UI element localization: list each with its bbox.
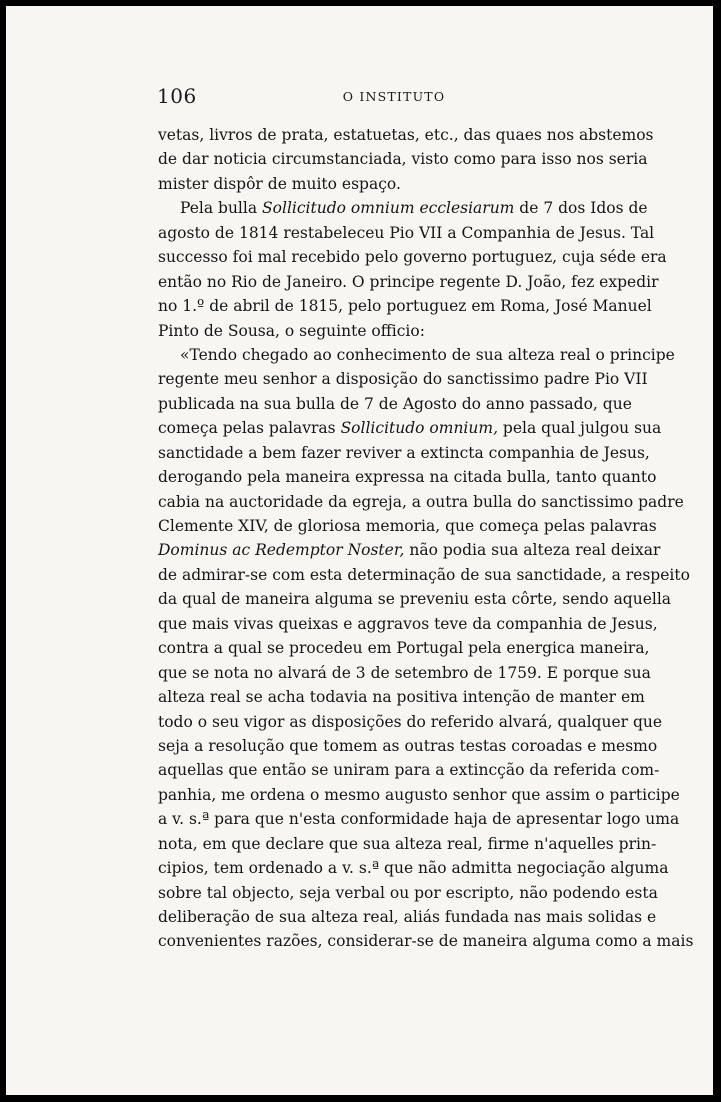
- text-run: não podia sua alteza real deixar: [404, 541, 661, 560]
- text-run: começa pelas palavras: [158, 419, 341, 438]
- text-line: derogando pela maneira expressa na citada bulla, tanto quanto: [158, 468, 657, 487]
- text-line: alteza real se acha todavia na positiva intenção de manter em: [158, 688, 645, 707]
- text-run: Pela bulla: [180, 199, 263, 218]
- text-line: sobre tal objecto, seja verbal ou por escripto, não podendo esta: [158, 883, 658, 902]
- page-number: 106: [157, 84, 197, 108]
- italic-title: Sollicitudo omnium,: [340, 419, 498, 438]
- text-line: convenientes razões, considerar-se de maneira alguma como a mais: [158, 932, 694, 951]
- text-line: todo o seu vigor as disposições do referido alvará, qualquer que: [158, 712, 663, 731]
- scanned-page: [6, 6, 713, 1095]
- text-line: successo foi mal recebido pelo governo portuguez, cuja séde era: [158, 248, 667, 267]
- text-line: que mais vivas queixas e aggravos teve da companhia de Jesus,: [158, 614, 658, 633]
- text-line: [158, 538, 661, 562]
- text-line: mister dispôr de muito espaço.: [158, 174, 401, 193]
- text-line: então no Rio de Janeiro. O principe regente D. João, fez expedir: [158, 272, 659, 291]
- text-line: contra a qual se procedeu em Portugal pela energica maneira,: [158, 639, 650, 658]
- text-line: cipios, tem ordenado a v. s.ª que não admitta negociação alguma: [158, 859, 669, 878]
- text-line: seja a resolução que tomem as outras testas coroadas e mesmo: [158, 736, 658, 755]
- italic-title: Sollicitudo omnium ecclesiarum: [262, 199, 515, 218]
- running-header: [157, 84, 631, 114]
- text-line: Pinto de Sousa, o seguinte officio:: [158, 321, 425, 340]
- text-run: pela qual julgou sua: [498, 419, 662, 438]
- text-line: regente meu senhor a disposição do sanctissimo padre Pio VII: [158, 370, 648, 389]
- text-line: a v. s.ª para que n'esta conformidade haja de apresentar logo uma: [158, 810, 680, 829]
- text-line: de admirar-se com esta determinação de sua sanctidade, a respeito: [158, 565, 690, 584]
- text-line: nota, em que declare que sua alteza real, firme n'aquelles prin-: [158, 834, 657, 853]
- text-line: vetas, livros de prata, estatuetas, etc., das quaes nos abstemos: [158, 126, 654, 144]
- text-line: cabia na auctoridade da egreja, a outra bulla do sanctissimo padre: [158, 492, 684, 511]
- text-line: «Tendo chegado ao conhecimento de sua alteza real o principe: [180, 345, 675, 364]
- text-line: panhia, me ordena o mesmo augusto senhor que assim o participe: [158, 785, 680, 804]
- text-line: Clemente XIV, de gloriosa memoria, que começa pelas palavras: [158, 517, 657, 535]
- text-run: de 7 dos Idos de: [514, 199, 648, 218]
- text-line: [158, 416, 662, 440]
- text-line: no 1.º de abril de 1815, pelo portuguez em Roma, José Manuel: [158, 297, 652, 316]
- running-title: O INSTITUTO: [342, 89, 446, 104]
- text-line: agosto de 1814 restabeleceu Pio VII a Companhia de Jesus. Tal: [158, 223, 655, 242]
- text-line: de dar noticia circumstanciada, visto como para isso nos seria: [158, 150, 648, 169]
- text-line: aquellas que então se uniram para a extincção da referida com-: [158, 761, 660, 780]
- italic-title: Dominus ac Redemptor Noster,: [158, 541, 405, 560]
- text-line: sanctidade a bem fazer reviver a extincta companhia de Jesus,: [158, 443, 650, 462]
- text-line: que se nota no alvará de 3 de setembro de 1759. E porque sua: [158, 663, 651, 682]
- text-line: da qual de maneira alguma se preveniu esta côrte, sendo aquella: [158, 590, 672, 609]
- text-line: deliberação de sua alteza real, aliás fundada nas mais solidas e: [158, 908, 657, 926]
- text-line: [158, 196, 648, 220]
- text-line: publicada na sua bulla de 7 de Agosto do anno passado, que: [158, 394, 632, 413]
- body-text: [158, 123, 694, 954]
